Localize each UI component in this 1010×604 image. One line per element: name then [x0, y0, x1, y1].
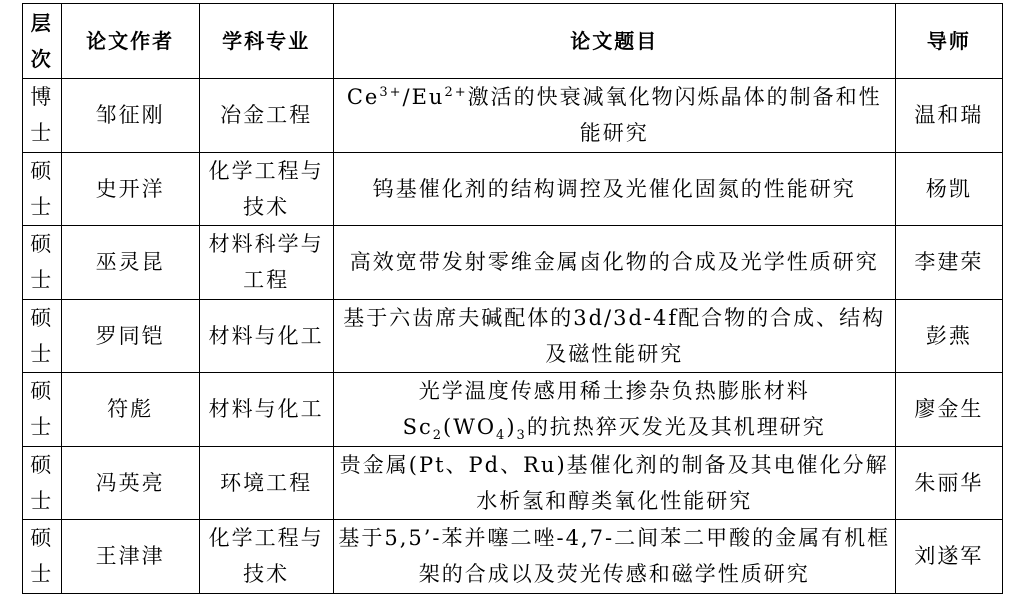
cell-advisor: 温和瑞: [895, 79, 1002, 153]
cell-major: [199, 152, 333, 226]
cell-advisor: 刘遂军: [895, 520, 1002, 594]
title-superscript: 2+: [444, 85, 468, 101]
cell-title: 钨基催化剂的结构调控及光催化固氮的性能研究: [333, 152, 895, 226]
title-subscript: 4: [496, 428, 507, 444]
table-row: [23, 520, 1003, 594]
level-char: 士: [30, 121, 54, 146]
major-line: 材料科学与: [208, 232, 324, 257]
header-level-line1: 层: [30, 11, 53, 35]
level-char: 硕: [30, 452, 54, 477]
level-char: 硕: [30, 232, 54, 257]
header-advisor: 导师: [895, 4, 1002, 79]
cell-title: 基于5,5’-苯并噻二唑-4,7-二间苯二甲酸的金属有机框架的合成以及荧光传感和磁学性质研究: [333, 520, 895, 594]
title-subscript: 3: [516, 428, 527, 444]
header-level-line2: 次: [30, 47, 53, 71]
cell-level: [23, 446, 62, 520]
header-author: 论文作者: [61, 4, 199, 79]
cell-author: 巫灵昆: [61, 226, 199, 300]
cell-major: 材料与化工: [199, 299, 333, 373]
cell-title: 高效宽带发射零维金属卤化物的合成及光学性质研究: [333, 226, 895, 300]
cell-level: [23, 152, 62, 226]
table-row: [23, 373, 1003, 447]
cell-major: [199, 520, 333, 594]
cell-major: 冶金工程: [199, 79, 333, 153]
major-line: 化学工程与: [208, 526, 324, 551]
cell-major: [199, 226, 333, 300]
title-part: Sc: [402, 415, 433, 440]
cell-author: 史开洋: [61, 152, 199, 226]
major-line: 技术: [243, 562, 290, 587]
thesis-table: [22, 3, 1003, 594]
cell-author: 邹征刚: [61, 79, 199, 153]
cell-author: 冯英亮: [61, 446, 199, 520]
cell-major: 材料与化工: [199, 373, 333, 447]
table-row: [23, 446, 1003, 520]
cell-major: 环境工程: [199, 446, 333, 520]
table-row: [23, 152, 1003, 226]
table-header-row: [23, 4, 1003, 79]
level-char: 士: [30, 415, 54, 440]
cell-author: 符彪: [61, 373, 199, 447]
level-char: 士: [30, 341, 54, 366]
cell-advisor: 彭燕: [895, 299, 1002, 373]
table-row: [23, 226, 1003, 300]
title-part: (WO: [443, 415, 497, 440]
major-line: 化学工程与: [208, 158, 324, 183]
title-part: 的抗热猝灭发光及其机理研究: [526, 415, 826, 440]
major-line: 工程: [243, 268, 290, 293]
title-part: ): [506, 415, 517, 440]
title-part: /Eu: [402, 85, 445, 110]
header-major: 学科专业: [199, 4, 333, 79]
cell-title: 基于六齿席夫碱配体的3d/3d-4f配合物的合成、结构及磁性能研究: [333, 299, 895, 373]
major-line: 技术: [243, 194, 290, 219]
level-char: 士: [30, 562, 54, 587]
cell-advisor: 李建荣: [895, 226, 1002, 300]
level-char: 博: [30, 85, 54, 110]
cell-title: 贵金属(Pt、Pd、Ru)基催化剂的制备及其电催化分解水析氢和醇类氧化性能研究: [333, 446, 895, 520]
level-char: 士: [30, 194, 54, 219]
title-subscript: 2: [432, 428, 444, 444]
table-row: [23, 299, 1003, 373]
level-char: 硕: [30, 158, 54, 183]
cell-advisor: 杨凯: [895, 152, 1002, 226]
cell-advisor: 廖金生: [895, 373, 1002, 447]
cell-author: 王津津: [61, 520, 199, 594]
title-line: 光学温度传感用稀土掺杂负热膨胀材料: [418, 379, 810, 404]
header-level: [23, 4, 62, 79]
title-line: [338, 409, 891, 445]
cell-level: [23, 226, 62, 300]
cell-level: [23, 299, 62, 373]
cell-advisor: 朱丽华: [895, 446, 1002, 520]
title-part: Ce: [346, 85, 380, 110]
title-superscript: 3+: [379, 85, 403, 101]
cell-author: 罗同铠: [61, 299, 199, 373]
cell-level: [23, 520, 62, 594]
cell-title: [333, 373, 895, 447]
level-char: 硕: [30, 379, 54, 404]
cell-level: [23, 79, 62, 153]
cell-level: [23, 373, 62, 447]
header-title: 论文题目: [333, 4, 895, 79]
table-row: [23, 79, 1003, 153]
title-part: 激活的快衰减氧化物闪烁晶体的制备和性能研究: [467, 85, 882, 146]
level-char: 士: [30, 488, 54, 513]
cell-title: [333, 79, 895, 153]
level-char: 硕: [30, 526, 54, 551]
level-char: 硕: [30, 305, 54, 330]
level-char: 士: [30, 268, 54, 293]
